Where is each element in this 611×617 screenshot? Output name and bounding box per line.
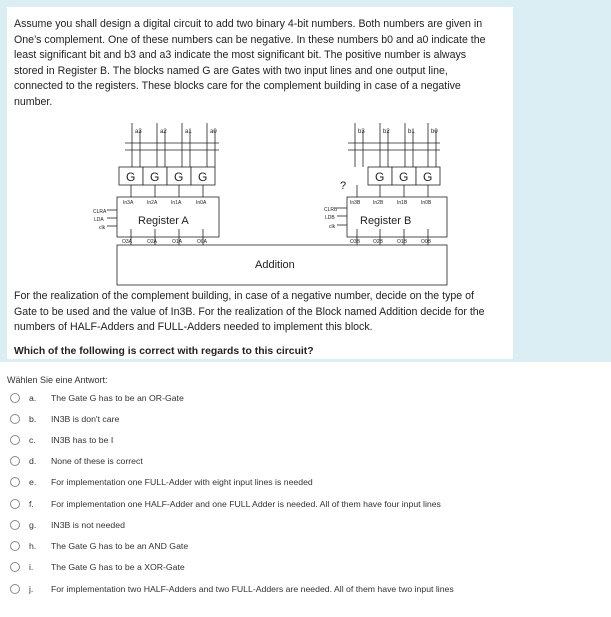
- reg-b-input-label: In3B: [350, 200, 361, 206]
- option-letter: g.: [29, 520, 37, 530]
- option-text: None of these is correct: [51, 456, 143, 466]
- option-h[interactable]: [10, 538, 188, 554]
- option-d[interactable]: [10, 453, 143, 469]
- gate-label: G: [198, 170, 208, 184]
- option-text: The Gate G has to be a XOR-Gate: [51, 562, 185, 572]
- input-label-a2: a2: [160, 129, 167, 135]
- reg-a-output-label: O2A: [147, 239, 158, 245]
- intro-line: number.: [14, 95, 53, 108]
- gate-label: G: [126, 170, 136, 184]
- followup-line: Gate to be used and the value of In3B. For the realization of the Block named Addition decide for the: [14, 305, 485, 318]
- intro-line: Assume you shall design a digital circuit to add two binary 4-bit numbers. Both numbers are given in: [14, 18, 483, 30]
- circuit-diagram: [7, 7, 513, 287]
- option-letter: a.: [29, 393, 37, 403]
- reg-b-output-label: O1B: [397, 239, 408, 245]
- option-letter: c.: [29, 435, 36, 445]
- followup-line: For the realization of the complement building, in case of a negative number, decide on the type of: [14, 290, 474, 302]
- reg-b-input-label: In2B: [373, 200, 384, 206]
- gate-label: G: [174, 170, 184, 184]
- option-text: For implementation one FULL-Adder with eight input lines is needed: [51, 477, 313, 487]
- option-letter: i.: [29, 562, 34, 572]
- register-a-title: Register A: [138, 215, 189, 227]
- option-text: IN3B is not needed: [51, 520, 125, 530]
- question-mark: ?: [340, 180, 347, 192]
- reg-b-output-label: O0B: [421, 239, 432, 245]
- option-text: For implementation two HALF-Adders and two FULL-Adders are needed. All of them have two input lines: [51, 584, 454, 594]
- radio-button[interactable]: [10, 456, 20, 466]
- option-text: The Gate G has to be an OR-Gate: [51, 393, 184, 403]
- reg-a-ctrl-label: LDA: [94, 217, 104, 223]
- intro-line: least significant bit and b3 and a3 indicate the most significant bit. The positive number is always: [14, 49, 467, 61]
- gate-label: G: [399, 170, 409, 184]
- reg-a-input-label: In1A: [171, 200, 182, 206]
- reg-a-output-label: O0A: [197, 239, 208, 245]
- input-label-b1: b1: [408, 129, 415, 135]
- radio-button[interactable]: [10, 435, 20, 445]
- reg-b-input-label: In1B: [397, 200, 408, 206]
- addition-label: Addition: [255, 259, 295, 271]
- option-letter: f.: [29, 499, 34, 509]
- option-e[interactable]: [10, 474, 313, 490]
- radio-button[interactable]: [10, 477, 20, 487]
- reg-b-ctrl-label: CLRB: [324, 207, 338, 213]
- reg-b-input-label: In0B: [421, 200, 432, 206]
- question-followup: [14, 289, 514, 336]
- gate-label: G: [423, 170, 433, 184]
- reg-a-input-label: In2A: [147, 200, 158, 206]
- reg-a-input-label: In3A: [123, 200, 134, 206]
- reg-a-ctrl-label: CLRA: [93, 209, 107, 215]
- option-text: IN3B has to be I: [51, 435, 114, 445]
- input-label-a3: a3: [135, 129, 142, 135]
- option-letter: j.: [29, 584, 34, 594]
- reg-a-output-label: O1A: [172, 239, 183, 245]
- option-c[interactable]: [10, 432, 113, 448]
- input-label-b0: b0: [431, 129, 438, 135]
- radio-button[interactable]: [10, 584, 20, 594]
- intro-line: connected to the registers. These blocks care for the complement building in case of a negative: [14, 80, 461, 92]
- register-b-title: Register B: [360, 215, 412, 227]
- option-b[interactable]: [10, 411, 119, 427]
- reg-a-output-label: O3A: [122, 239, 133, 245]
- option-letter: h.: [29, 541, 37, 551]
- input-label-a1: a1: [185, 129, 192, 135]
- option-letter: d.: [29, 456, 37, 466]
- intro-line: stored in Register B. The blocks named G are Gates with two input lines and one output line,: [14, 64, 448, 77]
- input-label-b2: b2: [383, 129, 390, 135]
- option-a[interactable]: [10, 390, 184, 406]
- option-i[interactable]: [10, 559, 185, 575]
- question-prompt: Which of the following is correct with regards to this circuit?: [14, 346, 314, 357]
- option-letter: e.: [29, 477, 37, 487]
- gate-label: G: [150, 170, 160, 184]
- option-text: For implementation one HALF-Adder and one FULL Adder is needed. All of them have four input lines: [51, 499, 441, 509]
- question-card: [7, 7, 513, 359]
- option-j[interactable]: [10, 581, 454, 597]
- radio-button[interactable]: [10, 520, 20, 530]
- option-text: The Gate G has to be an AND Gate: [51, 541, 189, 551]
- radio-button[interactable]: [10, 393, 20, 403]
- gate-label: G: [375, 170, 385, 184]
- input-label-b3: b3: [358, 129, 365, 135]
- radio-button[interactable]: [10, 414, 20, 424]
- option-f[interactable]: [10, 496, 441, 512]
- input-label-a0: a0: [210, 129, 217, 135]
- answer-prompt: Wählen Sie eine Antwort:: [7, 375, 108, 385]
- reg-a-ctrl-label: clk: [99, 225, 106, 231]
- reg-a-input-label: In0A: [196, 200, 207, 206]
- radio-button[interactable]: [10, 541, 20, 551]
- option-letter: b.: [29, 414, 37, 424]
- option-text: IN3B is don't care: [51, 414, 120, 424]
- radio-button[interactable]: [10, 499, 20, 509]
- reg-b-ctrl-label: clk: [329, 224, 336, 230]
- followup-line: numbers of HALF-Adders and FULL-Adders needed to implement this block.: [14, 321, 373, 333]
- radio-button[interactable]: [10, 562, 20, 572]
- reg-b-output-label: O3B: [350, 239, 361, 245]
- option-g[interactable]: [10, 517, 125, 533]
- reg-b-ctrl-label: LDB: [325, 215, 335, 221]
- reg-b-output-label: O2B: [373, 239, 384, 245]
- intro-line: One’s complement. One of these numbers can be negative. In these numbers b0 and a0 indicate the: [14, 33, 486, 46]
